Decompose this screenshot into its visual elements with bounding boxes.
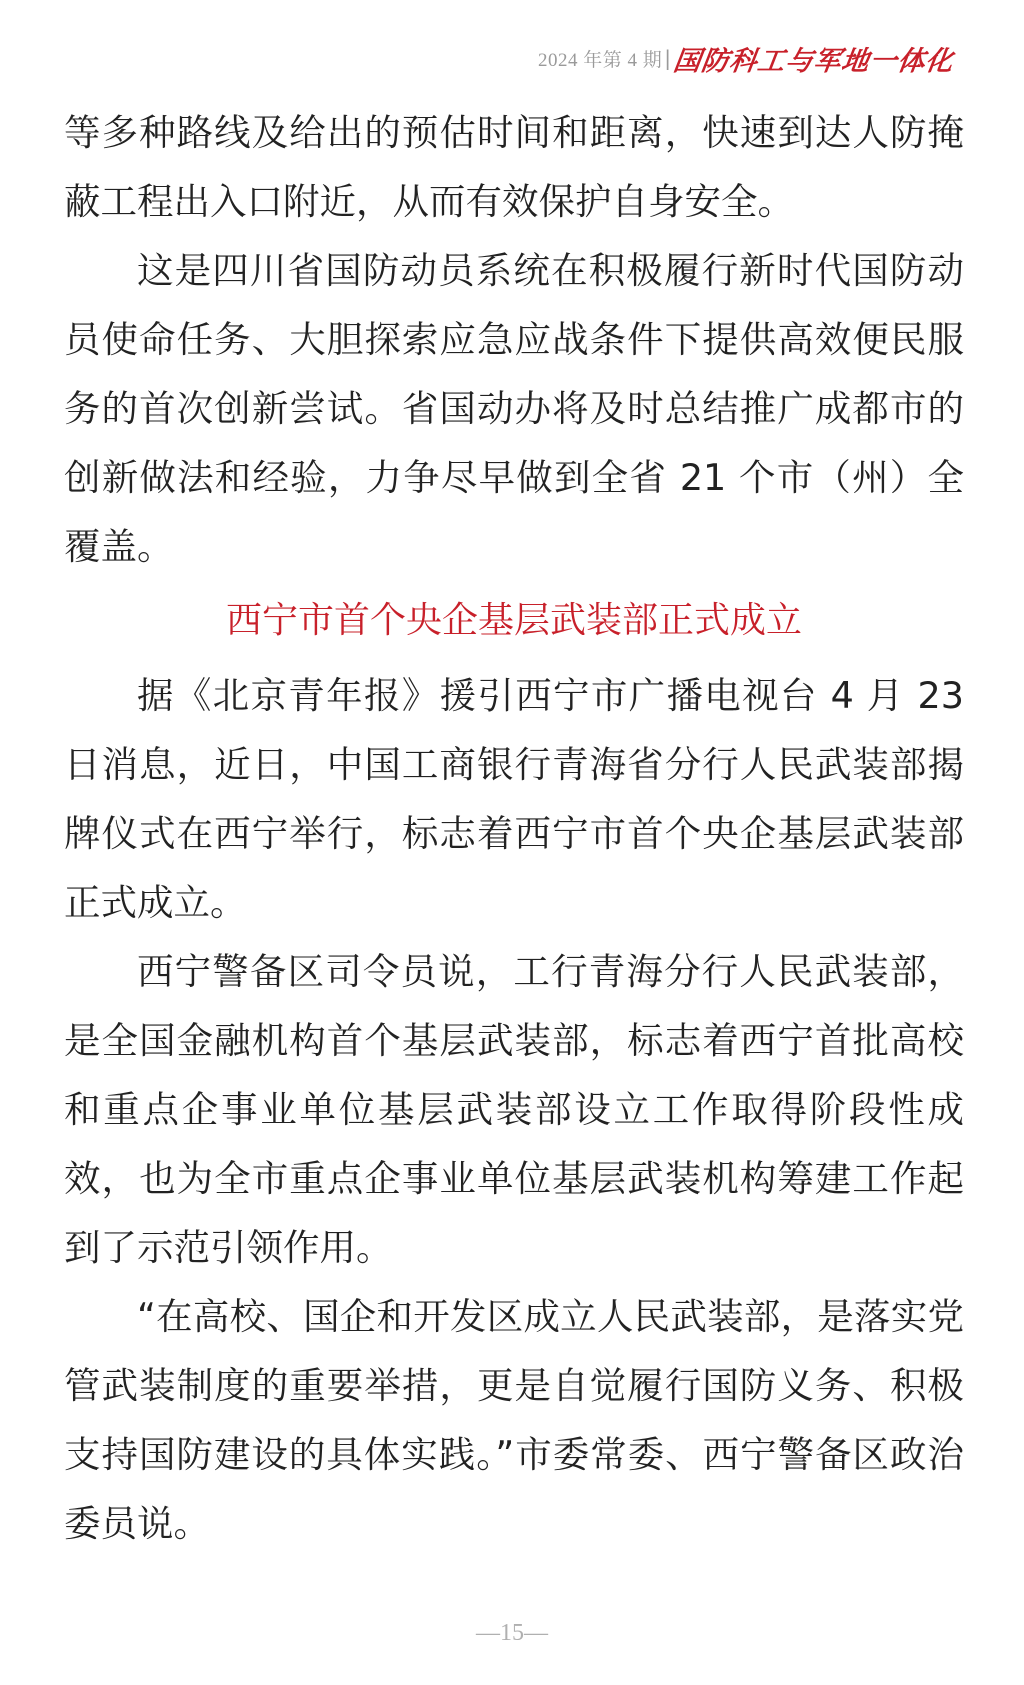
- article-body: [64, 98, 964, 1558]
- paragraph-commissar-quote: “在高校、国企和开发区成立人民武装部，是落实党管武装制度的重要举措，更是自觉履行国防义务、积极支持国防建设的具体实践。”市委常委、西宁警备区政治委员说。: [64, 1295, 964, 1545]
- issue-label: 2024 年第 4 期: [537, 49, 663, 71]
- page-number: —15—: [476, 1620, 548, 1646]
- section-heading: 西宁市首个央企基层武装部正式成立: [225, 600, 802, 641]
- header-separator: |: [664, 46, 671, 70]
- paragraph-news-source: 据《北京青年报》援引西宁市广播电视台 4 月 23 日消息，近日，中国工商银行青海省分行人民武装部揭牌仪式在西宁举行，标志着西宁市首个央企基层武装部正式成立。: [64, 674, 964, 924]
- paragraph-commander-quote: 西宁警备区司令员说，工行青海分行人民武装部，是全国金融机构首个基层武装部，标志着西宁首批高校和重点企事业单位基层武装部设立工作取得阶段性成效，也为全市重点企事业单位基层武装机构筹建工作起到了示范引领作用。: [64, 950, 964, 1269]
- paragraph-continued: 等多种路线及给出的预估时间和距离，快速到达人防掩蔽工程出入口附近，从而有效保护自身安全。: [64, 111, 964, 223]
- page-header: [538, 38, 954, 78]
- paragraph-sichuan: 这是四川省国防动员系统在积极履行新时代国防动员使命任务、大胆探索应急应战条件下提供高效便民服务的首次创新尝试。省国动办将及时总结推广成都市的创新做法和经验，力争尽早做到全省 21 个市（州）全覆盖。: [64, 249, 964, 568]
- publication-logo: 国防科工与军地一体化: [671, 45, 956, 77]
